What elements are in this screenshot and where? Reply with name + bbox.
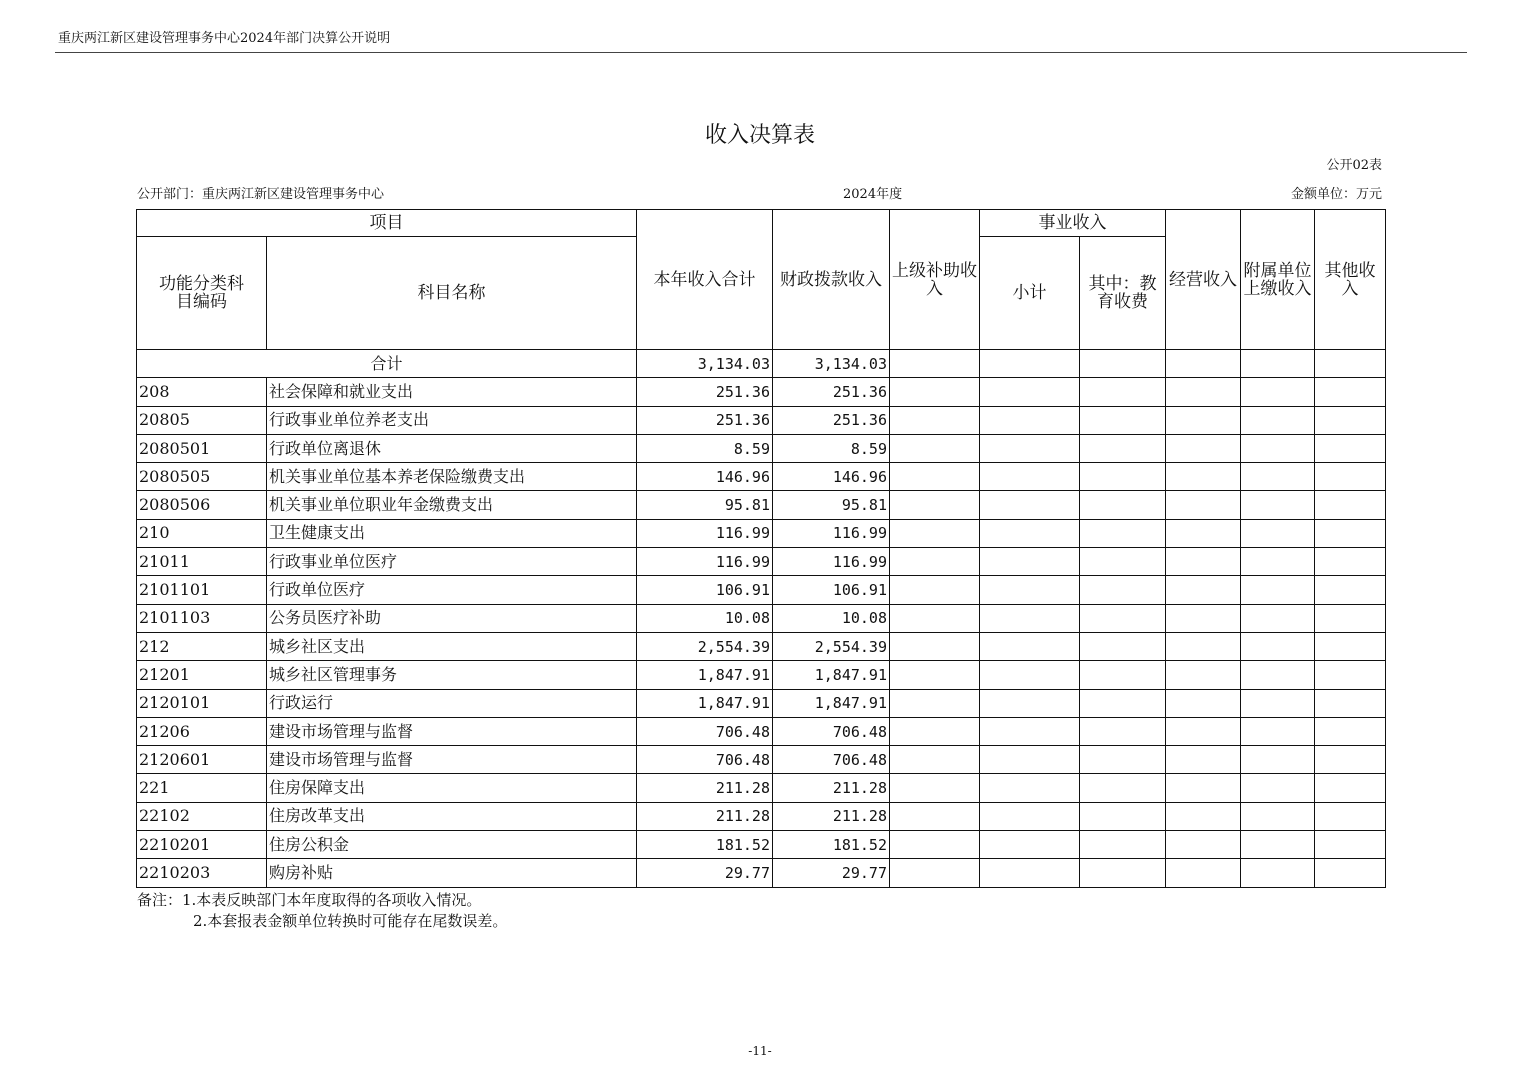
row-total-income: 211.28 (637, 774, 773, 802)
empty-cell (980, 576, 1080, 604)
table-row (137, 717, 1386, 745)
empty-cell (1080, 661, 1166, 689)
row-name: 机关事业单位职业年金缴费支出 (267, 491, 637, 519)
empty-cell (1241, 576, 1315, 604)
row-code: 2080506 (137, 491, 267, 519)
row-name: 行政单位医疗 (267, 576, 637, 604)
row-total-income: 1,847.91 (637, 689, 773, 717)
row-fiscal: 251.36 (773, 406, 890, 434)
table-row (137, 632, 1386, 660)
empty-cell (1080, 604, 1166, 632)
row-code: 212 (137, 632, 267, 660)
row-total-income: 116.99 (637, 519, 773, 547)
row-fiscal: 8.59 (773, 434, 890, 462)
empty-cell (1315, 774, 1386, 802)
empty-cell (1166, 491, 1241, 519)
row-fiscal: 1,847.91 (773, 689, 890, 717)
header-superior-subsidy: 上级补助收入 (890, 210, 980, 350)
note-1: 备注：1.本表反映部门本年度取得的各项收入情况。 (137, 891, 482, 909)
empty-cell (890, 519, 980, 547)
empty-cell (1080, 491, 1166, 519)
empty-cell (980, 802, 1080, 830)
row-name: 城乡社区管理事务 (267, 661, 637, 689)
empty-cell (890, 831, 980, 859)
row-code: 2101101 (137, 576, 267, 604)
empty-cell (1080, 831, 1166, 859)
row-name: 行政单位离退休 (267, 434, 637, 462)
row-code: 208 (137, 378, 267, 406)
row-name: 住房公积金 (267, 831, 637, 859)
empty-cell (980, 604, 1080, 632)
empty-cell (1315, 406, 1386, 434)
empty-cell (1080, 802, 1166, 830)
empty-cell (1315, 519, 1386, 547)
table-row (137, 604, 1386, 632)
row-name: 行政事业单位养老支出 (267, 406, 637, 434)
row-name: 公务员医疗补助 (267, 604, 637, 632)
empty-cell (1080, 378, 1166, 406)
empty-cell (1315, 661, 1386, 689)
empty-cell (1166, 632, 1241, 660)
empty-cell (980, 632, 1080, 660)
row-total-income: 29.77 (637, 859, 773, 887)
page-number: -11- (748, 1044, 772, 1058)
row-fiscal: 95.81 (773, 491, 890, 519)
row-code: 22102 (137, 802, 267, 830)
empty-cell (980, 463, 1080, 491)
empty-cell (890, 689, 980, 717)
row-total-income: 181.52 (637, 831, 773, 859)
row-total-income: 2,554.39 (637, 632, 773, 660)
empty-cell (1315, 378, 1386, 406)
empty-cell (980, 831, 1080, 859)
empty-cell (1241, 548, 1315, 576)
empty-cell (1241, 689, 1315, 717)
header-operating-income: 经营收入 (1166, 210, 1241, 350)
empty-cell (1241, 859, 1315, 887)
empty-cell (980, 378, 1080, 406)
empty-cell (1080, 632, 1166, 660)
empty-cell (1166, 576, 1241, 604)
row-code: 2210201 (137, 831, 267, 859)
empty-cell (890, 548, 980, 576)
row-name: 行政运行 (267, 689, 637, 717)
row-total-income: 10.08 (637, 604, 773, 632)
table-row (137, 689, 1386, 717)
empty-cell (1241, 463, 1315, 491)
row-code: 21201 (137, 661, 267, 689)
row-total-income: 116.99 (637, 548, 773, 576)
header-other-income: 其他收入 (1315, 210, 1386, 350)
empty-cell (1166, 548, 1241, 576)
empty-cell (890, 491, 980, 519)
empty-cell (1080, 463, 1166, 491)
row-name: 住房改革支出 (267, 802, 637, 830)
header-education-fee: 其中：教育收费 (1080, 237, 1166, 350)
empty-cell (980, 661, 1080, 689)
empty-cell (980, 434, 1080, 462)
row-name: 城乡社区支出 (267, 632, 637, 660)
row-total-income: 146.96 (637, 463, 773, 491)
row-fiscal: 116.99 (773, 519, 890, 547)
empty-cell (980, 689, 1080, 717)
row-total-income: 1,847.91 (637, 661, 773, 689)
table-row (137, 859, 1386, 887)
row-code: 20805 (137, 406, 267, 434)
fiscal-year: 2024年度 (843, 187, 903, 202)
empty-cell (1241, 434, 1315, 462)
row-code: 2080501 (137, 434, 267, 462)
empty-cell (1241, 831, 1315, 859)
total-label: 合计 (137, 350, 637, 378)
empty-cell (890, 632, 980, 660)
empty-cell (1080, 689, 1166, 717)
empty-cell (890, 859, 980, 887)
row-name: 行政事业单位医疗 (267, 548, 637, 576)
report-title: 收入决算表 (704, 123, 815, 148)
empty-cell (890, 576, 980, 604)
empty-cell (1241, 604, 1315, 632)
income-table (136, 209, 1386, 888)
empty-cell (1315, 746, 1386, 774)
row-total-income: 706.48 (637, 717, 773, 745)
total-row (137, 350, 1386, 378)
row-code: 21011 (137, 548, 267, 576)
row-code: 2120101 (137, 689, 267, 717)
row-name: 购房补贴 (267, 859, 637, 887)
empty-cell (1315, 632, 1386, 660)
row-name: 住房保障支出 (267, 774, 637, 802)
empty-cell (890, 378, 980, 406)
empty-cell (1315, 491, 1386, 519)
row-fiscal: 116.99 (773, 548, 890, 576)
total-fiscal-value: 3,134.03 (773, 350, 890, 378)
header-rule (55, 52, 1467, 53)
empty-cell (1315, 604, 1386, 632)
empty-cell (1315, 802, 1386, 830)
empty-cell (1241, 406, 1315, 434)
row-fiscal: 2,554.39 (773, 632, 890, 660)
empty-cell (1315, 434, 1386, 462)
empty-cell (1080, 519, 1166, 547)
table-row (137, 802, 1386, 830)
table-row (137, 661, 1386, 689)
table-row (137, 576, 1386, 604)
row-total-income: 251.36 (637, 378, 773, 406)
row-fiscal: 181.52 (773, 831, 890, 859)
header-item: 项目 (137, 210, 637, 237)
empty-cell (1315, 548, 1386, 576)
department-label: 公开部门：重庆两江新区建设管理事务中心 (137, 187, 385, 202)
amount-unit: 金额单位：万元 (1290, 187, 1382, 202)
empty-cell (1315, 831, 1386, 859)
row-fiscal: 706.48 (773, 717, 890, 745)
row-code: 221 (137, 774, 267, 802)
table-row (137, 491, 1386, 519)
empty-cell (1080, 406, 1166, 434)
header-total-income: 本年收入合计 (637, 210, 773, 350)
empty-cell (1080, 548, 1166, 576)
row-fiscal: 106.91 (773, 576, 890, 604)
empty-cell (980, 774, 1080, 802)
row-total-income: 211.28 (637, 802, 773, 830)
empty-cell (1166, 661, 1241, 689)
empty-cell (980, 717, 1080, 745)
table-row (137, 406, 1386, 434)
header-code: 功能分类科目编码 (137, 237, 267, 350)
row-total-income: 251.36 (637, 406, 773, 434)
total-income-value: 3,134.03 (637, 350, 773, 378)
empty-cell (1166, 378, 1241, 406)
row-code: 2080505 (137, 463, 267, 491)
row-fiscal: 251.36 (773, 378, 890, 406)
header-subtotal: 小计 (980, 237, 1080, 350)
row-total-income: 106.91 (637, 576, 773, 604)
row-code: 2101103 (137, 604, 267, 632)
empty-cell (1080, 746, 1166, 774)
empty-cell (1080, 717, 1166, 745)
row-fiscal: 1,847.91 (773, 661, 890, 689)
empty-cell (1166, 434, 1241, 462)
header-business-income: 事业收入 (980, 210, 1166, 237)
empty-cell (980, 519, 1080, 547)
empty-cell (1241, 746, 1315, 774)
header-fiscal-appropriation: 财政拨款收入 (773, 210, 890, 350)
empty-cell (980, 491, 1080, 519)
empty-cell (1241, 378, 1315, 406)
empty-cell (1241, 774, 1315, 802)
running-header: 重庆两江新区建设管理事务中心2024年部门决算公开说明 (58, 31, 391, 46)
row-name: 建设市场管理与监督 (267, 746, 637, 774)
empty-cell (890, 717, 980, 745)
table-row (137, 746, 1386, 774)
note-2: 2.本套报表金额单位转换时可能存在尾数误差。 (193, 912, 508, 930)
row-code: 21206 (137, 717, 267, 745)
empty-cell (890, 406, 980, 434)
row-fiscal: 211.28 (773, 774, 890, 802)
empty-cell (890, 774, 980, 802)
empty-cell (980, 548, 1080, 576)
notes (137, 890, 507, 932)
row-code: 210 (137, 519, 267, 547)
header-name: 科目名称 (267, 237, 637, 350)
row-total-income: 706.48 (637, 746, 773, 774)
empty-cell (1241, 519, 1315, 547)
empty-cell (1315, 463, 1386, 491)
row-total-income: 8.59 (637, 434, 773, 462)
empty-cell (1166, 774, 1241, 802)
empty-cell (890, 463, 980, 491)
empty-cell (1166, 604, 1241, 632)
row-fiscal: 146.96 (773, 463, 890, 491)
empty-cell (1241, 491, 1315, 519)
empty-cell (1166, 717, 1241, 745)
row-name: 机关事业单位基本养老保险缴费支出 (267, 463, 637, 491)
table-row (137, 831, 1386, 859)
empty-cell (890, 434, 980, 462)
empty-cell (1241, 717, 1315, 745)
row-name: 建设市场管理与监督 (267, 717, 637, 745)
empty-cell (1241, 632, 1315, 660)
empty-cell (980, 746, 1080, 774)
empty-cell (1315, 576, 1386, 604)
empty-cell (1166, 831, 1241, 859)
empty-cell (890, 802, 980, 830)
empty-cell (1166, 463, 1241, 491)
row-fiscal: 29.77 (773, 859, 890, 887)
empty-cell (1080, 576, 1166, 604)
empty-cell (1241, 661, 1315, 689)
row-name: 卫生健康支出 (267, 519, 637, 547)
empty-cell (890, 604, 980, 632)
empty-cell (1166, 689, 1241, 717)
form-number: 公开02表 (1326, 158, 1382, 173)
table-row (137, 774, 1386, 802)
empty-cell (1080, 434, 1166, 462)
row-code: 2210203 (137, 859, 267, 887)
empty-cell (1080, 774, 1166, 802)
empty-cell (1315, 859, 1386, 887)
row-fiscal: 706.48 (773, 746, 890, 774)
empty-cell (980, 859, 1080, 887)
table-row (137, 519, 1386, 547)
empty-cell (1166, 802, 1241, 830)
empty-cell (1166, 746, 1241, 774)
table-row (137, 548, 1386, 576)
empty-cell (1166, 519, 1241, 547)
row-total-income: 95.81 (637, 491, 773, 519)
table-row (137, 434, 1386, 462)
empty-cell (1080, 859, 1166, 887)
row-fiscal: 211.28 (773, 802, 890, 830)
row-code: 2120601 (137, 746, 267, 774)
empty-cell (890, 661, 980, 689)
table-row (137, 463, 1386, 491)
empty-cell (1241, 802, 1315, 830)
row-name: 社会保障和就业支出 (267, 378, 637, 406)
empty-cell (1166, 406, 1241, 434)
table-row (137, 378, 1386, 406)
empty-cell (980, 406, 1080, 434)
empty-cell (1315, 689, 1386, 717)
empty-cell (1166, 859, 1241, 887)
row-fiscal: 10.08 (773, 604, 890, 632)
empty-cell (1315, 717, 1386, 745)
empty-cell (890, 746, 980, 774)
header-affiliated-income: 附属单位上缴收入 (1241, 210, 1315, 350)
